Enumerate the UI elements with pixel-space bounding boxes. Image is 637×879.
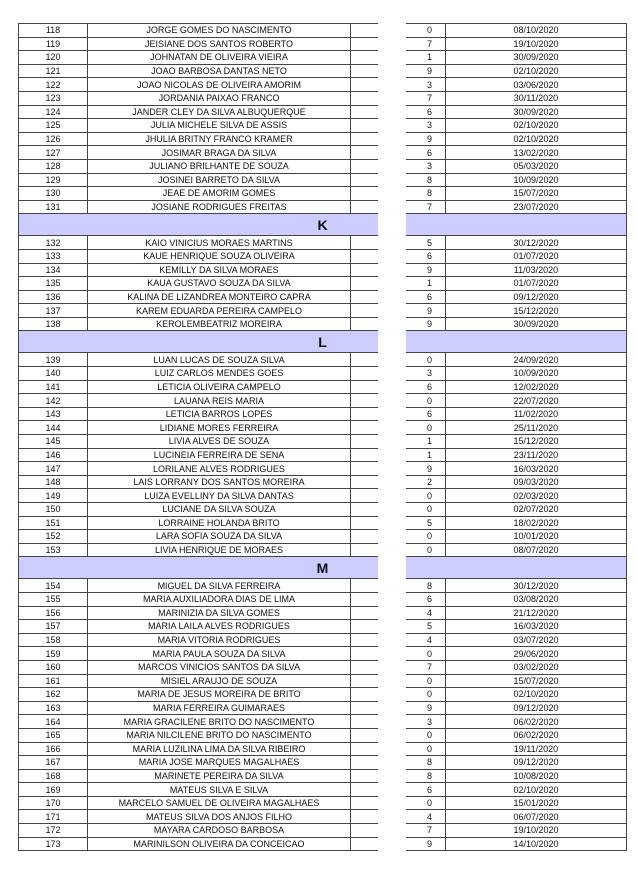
- row-number: 126: [19, 132, 88, 146]
- code-suffix: 0: [426, 728, 446, 742]
- date-cell: 02/10/2020: [446, 783, 627, 797]
- code-suffix: 0: [426, 688, 446, 702]
- row-number: 122: [19, 78, 88, 92]
- table-row: [19, 24, 627, 38]
- code-suffix: 9: [426, 64, 446, 78]
- table-row: [19, 796, 627, 810]
- date-cell: 15/12/2020: [446, 304, 627, 318]
- row-number: 134: [19, 263, 88, 277]
- row-number: 127: [19, 146, 88, 160]
- date-cell: 10/01/2020: [446, 530, 627, 544]
- date-cell: 02/07/2020: [446, 503, 627, 517]
- code-suffix: 6: [426, 407, 446, 421]
- date-cell: 09/12/2020: [446, 701, 627, 715]
- row-number: 153: [19, 543, 88, 557]
- row-number: 119: [19, 37, 88, 51]
- table-row: [19, 783, 627, 797]
- table-row: [19, 769, 627, 783]
- date-cell: 05/03/2020: [446, 159, 627, 173]
- table-row: [19, 756, 627, 770]
- date-cell: 03/07/2020: [446, 633, 627, 647]
- registry-table: [18, 23, 627, 851]
- table-row: [19, 543, 627, 557]
- table-row: [19, 421, 627, 435]
- student-name: MARIA DE JESUS MOREIRA DE BRITO: [88, 688, 351, 702]
- student-name: LIDIANE MORES FERREIRA: [88, 421, 351, 435]
- table-row: [19, 37, 627, 51]
- date-cell: 02/03/2020: [446, 489, 627, 503]
- student-name: KAUA GUSTAVO SOUZA DA SILVA: [88, 277, 351, 291]
- student-name: MARINIZIA DA SILVA GOMES: [88, 606, 351, 620]
- code-suffix: 8: [426, 579, 446, 593]
- row-number: 167: [19, 756, 88, 770]
- row-number: 143: [19, 407, 88, 421]
- row-number: 125: [19, 119, 88, 133]
- date-cell: 15/12/2020: [446, 435, 627, 449]
- code-suffix: 6: [426, 249, 446, 263]
- row-number: 133: [19, 249, 88, 263]
- date-cell: 30/12/2020: [446, 236, 627, 250]
- code-suffix: 9: [426, 462, 446, 476]
- student-name: JULIA MICHELE SILVA DE ASSIS: [88, 119, 351, 133]
- table-row: [19, 810, 627, 824]
- student-name: MARIA VITORIA RODRIGUES: [88, 633, 351, 647]
- date-cell: 16/03/2020: [446, 462, 627, 476]
- student-name: MARINETE PEREIRA DA SILVA: [88, 769, 351, 783]
- table-row: [19, 742, 627, 756]
- code-suffix: 1: [426, 435, 446, 449]
- student-name: LARA SOFIA SOUZA DA SILVA: [88, 530, 351, 544]
- table-row: [19, 824, 627, 838]
- section-header: [19, 214, 627, 236]
- date-cell: 29/06/2020: [446, 647, 627, 661]
- code-suffix: 0: [426, 394, 446, 408]
- code-suffix: 9: [426, 317, 446, 331]
- date-cell: 11/02/2020: [446, 407, 627, 421]
- row-number: 129: [19, 173, 88, 187]
- table-row: [19, 475, 627, 489]
- table-row: [19, 290, 627, 304]
- student-name: KEMILLY DA SILVA MORAES: [88, 263, 351, 277]
- date-cell: 06/02/2020: [446, 728, 627, 742]
- date-cell: 19/10/2020: [446, 37, 627, 51]
- date-cell: 12/02/2020: [446, 380, 627, 394]
- section-letter: K: [19, 214, 627, 236]
- row-number: 130: [19, 187, 88, 201]
- date-cell: 08/07/2020: [446, 543, 627, 557]
- table-row: [19, 660, 627, 674]
- student-name: JOSIANE RODRIGUES FREITAS: [88, 200, 351, 214]
- row-number: 166: [19, 742, 88, 756]
- row-number: 147: [19, 462, 88, 476]
- date-cell: 16/03/2020: [446, 620, 627, 634]
- row-number: 142: [19, 394, 88, 408]
- date-cell: 23/11/2020: [446, 448, 627, 462]
- student-name: LETICIA OLIVEIRA CAMPELO: [88, 380, 351, 394]
- row-number: 154: [19, 579, 88, 593]
- date-cell: 13/02/2020: [446, 146, 627, 160]
- row-number: 137: [19, 304, 88, 318]
- section-header: [19, 331, 627, 353]
- student-name: MISIEL ARAUJO DE SOUZA: [88, 674, 351, 688]
- student-name: LAUANA REIS MARIA: [88, 394, 351, 408]
- registry-table-body: [19, 24, 627, 851]
- table-row: [19, 173, 627, 187]
- code-suffix: 7: [426, 200, 446, 214]
- student-name: KAREM EDUARDA PEREIRA CAMPELO: [88, 304, 351, 318]
- code-suffix: 3: [426, 78, 446, 92]
- student-name: LUAN LUCAS DE SOUZA SILVA: [88, 353, 351, 367]
- student-name: MARINILSON OLIVEIRA DA CONCEICAO: [88, 837, 351, 851]
- table-row: [19, 91, 627, 105]
- code-suffix: 6: [426, 146, 446, 160]
- date-cell: 15/07/2020: [446, 674, 627, 688]
- code-suffix: 8: [426, 173, 446, 187]
- table-row: [19, 620, 627, 634]
- code-suffix: 0: [426, 543, 446, 557]
- student-name: LORRAINE HOLANDA BRITO: [88, 516, 351, 530]
- code-suffix: 0: [426, 503, 446, 517]
- row-number: 150: [19, 503, 88, 517]
- table-row: [19, 688, 627, 702]
- student-name: JORDANIA PAIXAO FRANCO: [88, 91, 351, 105]
- student-name: LUIZ CARLOS MENDES GOES: [88, 367, 351, 381]
- date-cell: 02/10/2020: [446, 119, 627, 133]
- date-cell: 02/10/2020: [446, 64, 627, 78]
- date-cell: 09/12/2020: [446, 290, 627, 304]
- student-name: JOAO BARBOSA DANTAS NETO: [88, 64, 351, 78]
- row-number: 161: [19, 674, 88, 688]
- student-name: JEISIANE DOS SANTOS ROBERTO: [88, 37, 351, 51]
- code-suffix: 6: [426, 105, 446, 119]
- code-suffix: 9: [426, 132, 446, 146]
- row-number: 173: [19, 837, 88, 851]
- row-number: 135: [19, 277, 88, 291]
- date-cell: 19/10/2020: [446, 824, 627, 838]
- table-row: [19, 647, 627, 661]
- code-suffix: 8: [426, 187, 446, 201]
- date-cell: 10/08/2020: [446, 769, 627, 783]
- table-row: [19, 236, 627, 250]
- row-number: 120: [19, 51, 88, 65]
- section-letter: M: [19, 557, 627, 579]
- table-row: [19, 606, 627, 620]
- student-name: LUCINEIA FERREIRA DE SENA: [88, 448, 351, 462]
- code-suffix: 7: [426, 37, 446, 51]
- student-name: JOHNATAN DE OLIVEIRA VIEIRA: [88, 51, 351, 65]
- student-name: JOAO NICOLAS DE OLIVEIRA AMORIM: [88, 78, 351, 92]
- student-name: MARIA PAULA SOUZA DA SILVA: [88, 647, 351, 661]
- row-number: 141: [19, 380, 88, 394]
- code-suffix: 0: [426, 796, 446, 810]
- table-row: [19, 394, 627, 408]
- date-cell: 30/11/2020: [446, 91, 627, 105]
- section-header: [19, 557, 627, 579]
- code-suffix: 0: [426, 421, 446, 435]
- student-name: JOSINEI BARRETO DA SILVA: [88, 173, 351, 187]
- student-name: MARCELO SAMUEL DE OLIVEIRA MAGALHAES: [88, 796, 351, 810]
- code-suffix: 7: [426, 824, 446, 838]
- row-number: 140: [19, 367, 88, 381]
- code-suffix: 5: [426, 516, 446, 530]
- table-row: [19, 263, 627, 277]
- date-cell: 30/09/2020: [446, 51, 627, 65]
- row-number: 145: [19, 435, 88, 449]
- code-suffix: 4: [426, 606, 446, 620]
- code-suffix: 5: [426, 620, 446, 634]
- code-suffix: 6: [426, 290, 446, 304]
- code-suffix: 0: [426, 530, 446, 544]
- date-cell: 08/10/2020: [446, 24, 627, 38]
- row-number: 162: [19, 688, 88, 702]
- redaction-strip: [378, 23, 406, 860]
- student-name: KEROLEMBEATRIZ MOREIRA: [88, 317, 351, 331]
- student-name: MARIA FERREIRA GUIMARAES: [88, 701, 351, 715]
- table-row: [19, 380, 627, 394]
- code-suffix: 2: [426, 475, 446, 489]
- code-suffix: 6: [426, 592, 446, 606]
- row-number: 152: [19, 530, 88, 544]
- date-cell: 02/10/2020: [446, 688, 627, 702]
- date-cell: 15/01/2020: [446, 796, 627, 810]
- date-cell: 09/03/2020: [446, 475, 627, 489]
- row-number: 123: [19, 91, 88, 105]
- row-number: 151: [19, 516, 88, 530]
- section-letter: L: [19, 331, 627, 353]
- table-row: [19, 132, 627, 146]
- table-row: [19, 304, 627, 318]
- table-row: [19, 78, 627, 92]
- table-row: [19, 249, 627, 263]
- table-row: [19, 530, 627, 544]
- student-name: MATEUS SILVA DOS ANJOS FILHO: [88, 810, 351, 824]
- date-cell: 06/02/2020: [446, 715, 627, 729]
- student-name: JOSIMAR BRAGA DA SILVA: [88, 146, 351, 160]
- date-cell: 10/09/2020: [446, 173, 627, 187]
- code-suffix: 4: [426, 633, 446, 647]
- student-name: MATEUS SILVA E SILVA: [88, 783, 351, 797]
- table-row: [19, 462, 627, 476]
- code-suffix: 9: [426, 304, 446, 318]
- table-row: [19, 674, 627, 688]
- table-row: [19, 489, 627, 503]
- table-row: [19, 701, 627, 715]
- table-row: [19, 715, 627, 729]
- row-number: 144: [19, 421, 88, 435]
- row-number: 118: [19, 24, 88, 38]
- code-suffix: 3: [426, 715, 446, 729]
- date-cell: 01/07/2020: [446, 249, 627, 263]
- student-name: MAYARA CARDOSO BARBOSA: [88, 824, 351, 838]
- date-cell: 18/02/2020: [446, 516, 627, 530]
- student-name: MARIA LAILA ALVES RODRIGUES: [88, 620, 351, 634]
- date-cell: 19/11/2020: [446, 742, 627, 756]
- date-cell: 30/09/2020: [446, 105, 627, 119]
- row-number: 158: [19, 633, 88, 647]
- date-cell: 03/02/2020: [446, 660, 627, 674]
- row-number: 146: [19, 448, 88, 462]
- date-cell: 22/07/2020: [446, 394, 627, 408]
- row-number: 164: [19, 715, 88, 729]
- table-row: [19, 187, 627, 201]
- row-number: 156: [19, 606, 88, 620]
- code-suffix: 9: [426, 701, 446, 715]
- row-number: 149: [19, 489, 88, 503]
- student-name: JORGE GOMES DO NASCIMENTO: [88, 24, 351, 38]
- code-suffix: 3: [426, 159, 446, 173]
- code-suffix: 1: [426, 277, 446, 291]
- student-name: KALINA DE LIZANDREA MONTEIRO CAPRA: [88, 290, 351, 304]
- code-suffix: 8: [426, 769, 446, 783]
- date-cell: 23/07/2020: [446, 200, 627, 214]
- date-cell: 09/12/2020: [446, 756, 627, 770]
- date-cell: 21/12/2020: [446, 606, 627, 620]
- student-name: LETICIA BARROS LOPES: [88, 407, 351, 421]
- date-cell: 01/07/2020: [446, 277, 627, 291]
- table-row: [19, 633, 627, 647]
- row-number: 160: [19, 660, 88, 674]
- code-suffix: 3: [426, 119, 446, 133]
- student-name: JANDER CLEY DA SILVA ALBUQUERQUE: [88, 105, 351, 119]
- code-suffix: 6: [426, 380, 446, 394]
- table-row: [19, 105, 627, 119]
- row-number: 171: [19, 810, 88, 824]
- student-name: MIGUEL DA SILVA FERREIRA: [88, 579, 351, 593]
- code-suffix: 5: [426, 236, 446, 250]
- row-number: 136: [19, 290, 88, 304]
- student-name: MARCOS VINICIOS SANTOS DA SILVA: [88, 660, 351, 674]
- row-number: 155: [19, 592, 88, 606]
- date-cell: 02/10/2020: [446, 132, 627, 146]
- code-suffix: 0: [426, 353, 446, 367]
- student-name: LIVIA HENRIQUE DE MORAES: [88, 543, 351, 557]
- row-number: 157: [19, 620, 88, 634]
- date-cell: 15/07/2020: [446, 187, 627, 201]
- table-row: [19, 64, 627, 78]
- code-suffix: 0: [426, 742, 446, 756]
- code-suffix: 0: [426, 24, 446, 38]
- student-name: LORILANE ALVES RODRIGUES: [88, 462, 351, 476]
- date-cell: 30/12/2020: [446, 579, 627, 593]
- student-name: MARIA LUZILINA LIMA DA SILVA RIBEIRO: [88, 742, 351, 756]
- student-name: MARIA NILCILENE BRITO DO NASCIMENTO: [88, 728, 351, 742]
- student-name: KAIO VINICIUS MORAES MARTINS: [88, 236, 351, 250]
- row-number: 159: [19, 647, 88, 661]
- table-row: [19, 146, 627, 160]
- code-suffix: 0: [426, 674, 446, 688]
- student-name: KAUE HENRIQUE SOUZA OLIVEIRA: [88, 249, 351, 263]
- code-suffix: 7: [426, 660, 446, 674]
- table-row: [19, 277, 627, 291]
- date-cell: 06/07/2020: [446, 810, 627, 824]
- table-row: [19, 200, 627, 214]
- date-cell: 25/11/2020: [446, 421, 627, 435]
- code-suffix: 1: [426, 448, 446, 462]
- date-cell: 30/09/2020: [446, 317, 627, 331]
- row-number: 168: [19, 769, 88, 783]
- row-number: 165: [19, 728, 88, 742]
- date-cell: 10/09/2020: [446, 367, 627, 381]
- row-number: 131: [19, 200, 88, 214]
- table-row: [19, 119, 627, 133]
- table-row: [19, 51, 627, 65]
- table-row: [19, 367, 627, 381]
- table-row: [19, 448, 627, 462]
- table-row: [19, 353, 627, 367]
- code-suffix: 9: [426, 837, 446, 851]
- table-row: [19, 503, 627, 517]
- code-suffix: 1: [426, 51, 446, 65]
- student-name: MARIA GRACILENE BRITO DO NASCIMENTO: [88, 715, 351, 729]
- row-number: 163: [19, 701, 88, 715]
- row-number: 148: [19, 475, 88, 489]
- table-row: [19, 579, 627, 593]
- table-row: [19, 435, 627, 449]
- date-cell: 03/06/2020: [446, 78, 627, 92]
- code-suffix: 8: [426, 756, 446, 770]
- row-number: 128: [19, 159, 88, 173]
- student-name: LUIZA EVELLINY DA SILVA DANTAS: [88, 489, 351, 503]
- row-number: 170: [19, 796, 88, 810]
- table-row: [19, 317, 627, 331]
- table-row: [19, 159, 627, 173]
- student-name: JHULIA BRITNY FRANCO KRAMER: [88, 132, 351, 146]
- student-name: LAIS LORRANY DOS SANTOS MOREIRA: [88, 475, 351, 489]
- code-suffix: 0: [426, 489, 446, 503]
- row-number: 132: [19, 236, 88, 250]
- code-suffix: 3: [426, 367, 446, 381]
- code-suffix: 0: [426, 647, 446, 661]
- date-cell: 11/03/2020: [446, 263, 627, 277]
- table-row: [19, 592, 627, 606]
- row-number: 121: [19, 64, 88, 78]
- row-number: 124: [19, 105, 88, 119]
- student-name: MARIA JOSE MARQUES MAGALHAES: [88, 756, 351, 770]
- student-name: LUCIANE DA SILVA SOUZA: [88, 503, 351, 517]
- student-name: LIVIA ALVES DE SOUZA: [88, 435, 351, 449]
- row-number: 138: [19, 317, 88, 331]
- code-suffix: 9: [426, 263, 446, 277]
- row-number: 172: [19, 824, 88, 838]
- date-cell: 14/10/2020: [446, 837, 627, 851]
- date-cell: 24/09/2020: [446, 353, 627, 367]
- row-number: 169: [19, 783, 88, 797]
- table-row: [19, 516, 627, 530]
- code-suffix: 6: [426, 783, 446, 797]
- table-row: [19, 407, 627, 421]
- student-name: MARIA AUXILIADORA DIAS DE LIMA: [88, 592, 351, 606]
- date-cell: 03/08/2020: [446, 592, 627, 606]
- code-suffix: 4: [426, 810, 446, 824]
- code-suffix: 7: [426, 91, 446, 105]
- table-row: [19, 837, 627, 851]
- table-row: [19, 728, 627, 742]
- student-name: JEAE DE AMORIM GOMES: [88, 187, 351, 201]
- row-number: 139: [19, 353, 88, 367]
- student-name: JULIANO BRILHANTE DE SOUZA: [88, 159, 351, 173]
